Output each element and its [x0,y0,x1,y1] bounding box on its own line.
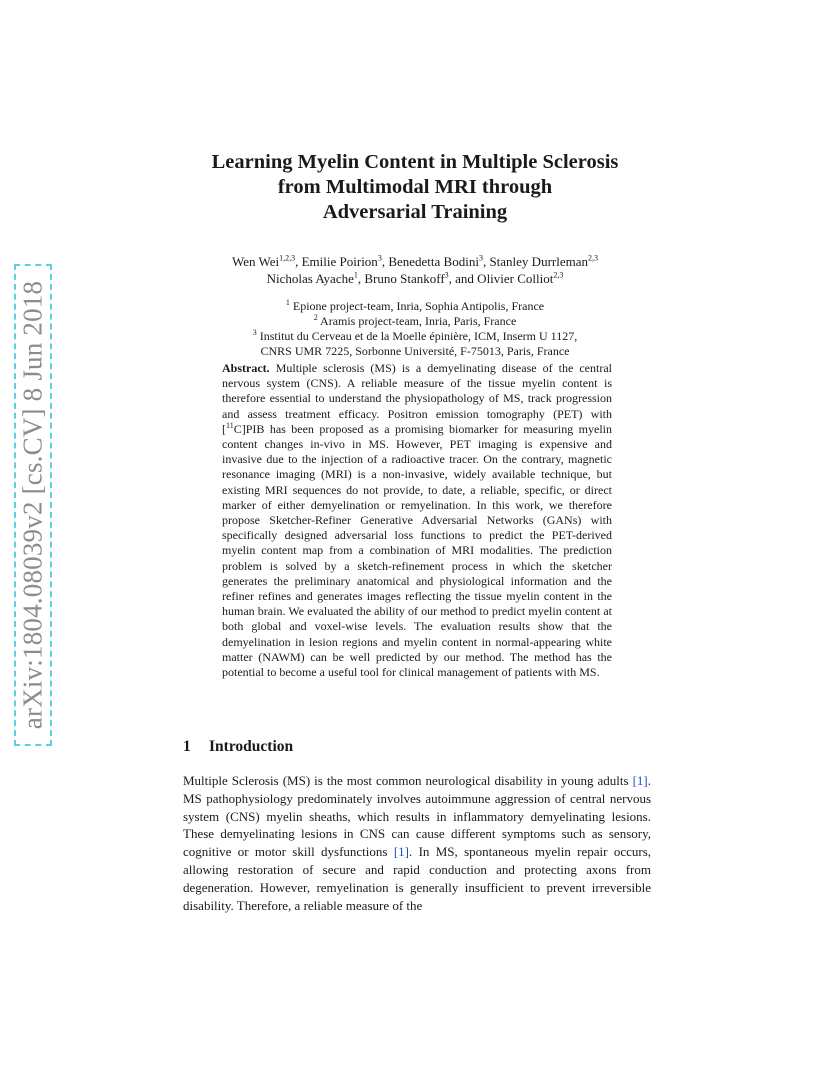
arxiv-identifier: arXiv:1804.08039v2 [cs.CV] 8 Jun 2018 [17,280,48,730]
affiliation-mark: 3 [252,328,257,337]
citation-link[interactable]: [1] [393,844,409,860]
section-number: 1 [183,738,191,755]
affiliation-text: Aramis project-team, Inria, Paris, France [317,314,517,328]
intro-text: . MS pathophysiology predominately involves autoimmune aggression of central nervous system (CNS) myelin sheaths, which results in inflammatory demyelinating lesions. These demyelinating lesions in CNS can cause different symptoms such as sensory, cognitive or motor skill dysfunctions [183,773,651,860]
affiliation-3-continued: CNRS UMR 7225, Sorbonne Université, F-75013, Paris, France [260,344,570,358]
abstract-label: Abstract. [222,361,270,375]
affiliation-text: Epione project-team, Inria, Sophia Antipolis, France [289,299,545,313]
author-affiliation-mark: 1 [353,270,358,280]
intro-text: . In MS, spontaneous myelin repair occurs, allowing restoration of secure and rapid conduction and protecting axons from degeneration. However, remyelination is generally insufficient to prevent irreversible disability. Therefore, a reliable measure of the [183,844,652,913]
abstract-text: Multiple sclerosis (MS) is a demyelinating disease of the central nervous system (CNS). A reliable measure of the tissue myelin content is therefore essential to understand the physiopathology of MS, track progression and assess treatment efficacy. Positron emission tomography (PET) with [ [222,361,612,436]
title-line-3: Adversarial Training [322,201,508,223]
author-affiliation-mark: 2,3 [588,253,598,263]
abstract [222,361,612,680]
section-title: Introduction [209,738,294,755]
author-affiliation-mark: 3 [478,253,483,263]
section-heading [183,738,293,756]
author-name: , and Olivier Colliot [448,271,554,286]
author-name: , Emilie Poirion [295,254,378,269]
author-line-1 [150,253,680,270]
author-name: , Bruno Stankoff [357,271,445,286]
author-affiliation-mark: 3 [444,270,449,280]
paper-title [150,150,680,225]
author-name: , Stanley Durrleman [482,254,588,269]
author-affiliation-mark: 2,3 [553,270,564,280]
author-name: Nicholas Ayache [266,271,354,286]
author-name: , Benedetta Bodini [381,254,479,269]
intro-text: Multiple Sclerosis (MS) is the most common neurological disability in young adults [183,773,633,788]
affiliation-mark: 1 [285,298,290,307]
title-line-1: Learning Myelin Content in Multiple Sclerosis [211,151,619,173]
author-name: Wen Wei [231,254,280,269]
citation-link[interactable]: [1] [632,773,648,788]
author-list [150,253,680,287]
affiliation-2 [150,314,680,329]
arxiv-stamp [14,264,52,746]
author-line-2 [150,270,680,287]
affiliation-text: Institut du Cerveau et de la Moelle épinière, ICM, Inserm U 1127, [256,329,578,343]
affiliation-mark: 2 [313,313,318,322]
isotope-superscript: 11 [226,420,234,430]
affiliation-list [150,299,680,359]
author-affiliation-mark: 1,2,3 [279,253,296,263]
abstract-text-continued: C]PIB has been proposed as a promising biomarker for measuring myelin content changes in-vivo in MS. However, PET imaging is expensive and invasive due to the injection of a radioactive tracer. On the contrary, magnetic resonance imaging (MRI) is a non-invasive, widely available technique, but existing MRI sequences do not provide, to date, a reliable, specific, or direct marker of either demyelination or remyelination. In this work, we therefore propose Sketcher-Refiner Generative Adversarial Networks (GANs) with specifically designed adversarial loss functions to predict the PET-derived myelin content map from a combination of MRI modalities. The prediction problem is solved by a sketch-refinement process in which the sketcher generates the preliminary anatomical and physiological information and the refiner refines and generates images reflecting the tissue myelin content in the human brain. We evaluated the ability of our method to predict myelin content at both global and voxel-wise levels. The evaluation results show that the demyelination in lesion regions and myelin content in normal-appearing white matter (NAWM) can be well predicted by our method. The method has the potential to become a useful tool for clinical management of patients with MS. [222,421,612,680]
introduction-paragraph [183,772,651,914]
author-affiliation-mark: 3 [377,253,382,263]
affiliation-3 [150,329,680,344]
title-line-2: from Multimodal MRI through [277,176,553,198]
affiliation-1 [150,299,680,314]
